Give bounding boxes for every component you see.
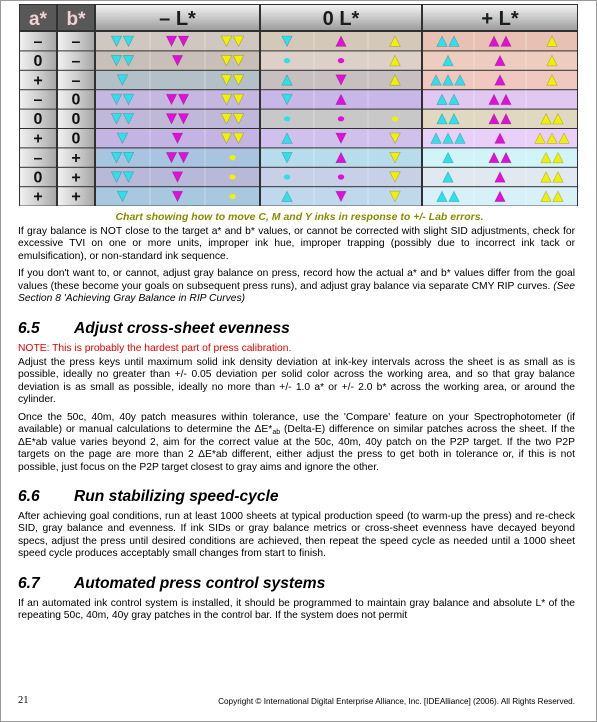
- paragraph-gray-balance: If gray balance is NOT close to the target a* and b* values, or cannot be corrected with slight SID adjustments, check for excessive TVI on one or more units, improper ink hue, improper trapping (possibly due to incorrect ink tack or emulsification), or non-standard ink sequence.: [18, 226, 575, 262]
- a-sign: 0: [33, 111, 43, 129]
- paragraph-press-keys: Adjust the press keys until maximum solid ink density deviation at ink-key intervals across the sheet is as small as is possible, ideally no greater than +/- 0.05 deviation per solid color across the working area, and so that gray balance deviation is as small as possible, ideally no more than +/- 1.0 a* or +/- 2.0 b* across the working area, or around the cylinder.: [18, 357, 575, 406]
- paragraph-compare: [18, 412, 575, 474]
- paragraph-compare-a: Once the 50c, 40m, 40y patch measures within tolerance, use the 'Compare' feature on your Spectrophotometer (if available) or manual calculations to determine the ΔE*: [18, 411, 575, 436]
- page-number: 21: [18, 695, 29, 706]
- yellow-neutral-dot-mark: [229, 174, 235, 179]
- yellow-neutral-dot-mark: [392, 116, 398, 121]
- l-group-cell: [423, 90, 577, 108]
- header-minus-l: – L*: [159, 8, 196, 30]
- b-sign: –: [71, 33, 81, 51]
- chart-caption: Chart showing how to move C, M and Y inks in response to +/- Lab errors.: [115, 211, 484, 223]
- cyan-neutral-dot-mark: [284, 58, 290, 63]
- magenta-neutral-dot-mark: [338, 174, 344, 179]
- body-text: [18, 226, 575, 628]
- chart-row: [20, 129, 577, 148]
- heading-number: 6.7: [18, 574, 40, 592]
- b-sign: –: [71, 52, 81, 70]
- chart-row: [20, 110, 577, 129]
- chart-row: [20, 71, 577, 90]
- a-sign: +: [33, 72, 43, 90]
- paragraph-speed-cycle: After achieving goal conditions, run at least 1000 sheets at typical production speed (to warm-up the press) and re-check SID, gray balance and evenness. If ink SIDs or gray balance metrics or cross-sheet evenness have decayed beyond specs, adjust the press until desired conditions are achieved, then repeat the speed cycle as needed until a 1000 sheet speed cycle produces acceptably small changes from start to finish.: [18, 510, 575, 560]
- heading-number: 6.6: [18, 488, 40, 506]
- heading-6-7: [18, 575, 575, 594]
- cyan-neutral-dot-mark: [284, 116, 290, 121]
- cyan-neutral-dot-mark: [284, 174, 290, 179]
- heading-6-6: [18, 488, 575, 507]
- chart-row: [20, 148, 577, 167]
- chart-row: [20, 90, 577, 109]
- header-zero-l: 0 L*: [322, 8, 360, 30]
- paragraph-automated: If an automated ink control system is installed, it should be programmed to maintain gray balance and absolute L* of the repeating 50c, 40m, 40y gray patches in the control bar. If the system does not permit: [18, 597, 575, 622]
- heading-title: Adjust cross-sheet evenness: [74, 319, 290, 337]
- heading-title: Run stabilizing speed-cycle: [74, 488, 279, 506]
- b-sign: +: [71, 188, 81, 206]
- yellow-neutral-dot-mark: [229, 155, 235, 160]
- header-plus-l: + L*: [481, 8, 519, 30]
- chart-row: [20, 187, 577, 206]
- a-sign: –: [33, 91, 43, 109]
- a-sign: +: [33, 188, 43, 206]
- chart-row: [20, 51, 577, 70]
- ink-correction-chart: [19, 4, 578, 206]
- heading-number: 6.5: [18, 319, 40, 337]
- paragraph-rip-curves: [18, 268, 575, 305]
- copyright-notice: Copyright © International Digital Enterprise Alliance, Inc. [IDEAlliance] (2006). All Rights Reserved.: [218, 697, 575, 706]
- b-sign: –: [71, 72, 81, 90]
- magenta-neutral-dot-mark: [338, 58, 344, 63]
- l-group-cell: [96, 110, 259, 128]
- b-sign: 0: [71, 91, 81, 109]
- paragraph-rip-text: If you don't want to, or cannot, adjust gray balance on press, record how the actual a* and b* values differ from the goal values (these become your goals on subsequent press runs), and adjust gray balance via separate CMY RIP curves.: [18, 268, 575, 292]
- note-text: NOTE: This is probably the hardest part of press calibration.: [18, 342, 292, 354]
- l-group-cell: [423, 110, 577, 128]
- b-sign: 0: [71, 130, 81, 148]
- l-group-cell: [96, 32, 259, 50]
- header-a: a*: [29, 9, 47, 30]
- b-sign: +: [71, 169, 81, 187]
- paragraph-compare-b: (Delta-E) difference on similar patches across the sheet. If the ΔE*ab value varies beyond 2, aim for the correct value at the 50c, 40m, 40y patch on the P2P target. If the two P2P targets on the page are more than 2 ΔE*ab different, either adjust the press to get both in tolerance or, if this is not possible, just focus on the P2P target closest to gray aims and ignore the other.: [18, 424, 575, 473]
- heading-6-5: [18, 320, 575, 339]
- header-b: b*: [66, 9, 86, 30]
- chart-row: [20, 168, 577, 187]
- a-sign: +: [33, 130, 43, 148]
- delta-e-subscript: ab: [272, 429, 281, 437]
- a-sign: 0: [33, 169, 43, 187]
- a-sign: –: [33, 149, 43, 167]
- l-group-cell: [96, 90, 259, 108]
- a-sign: –: [33, 33, 43, 51]
- heading-title: Automated press control systems: [74, 574, 326, 592]
- chart-row: [20, 32, 577, 51]
- yellow-neutral-dot-mark: [229, 194, 235, 199]
- a-sign: 0: [33, 52, 43, 70]
- magenta-neutral-dot-mark: [338, 116, 344, 121]
- section-reference: (See Section 8 'Achieving Gray Balance in RIP Curves): [18, 280, 575, 305]
- b-sign: +: [71, 149, 81, 167]
- b-sign: 0: [71, 111, 81, 129]
